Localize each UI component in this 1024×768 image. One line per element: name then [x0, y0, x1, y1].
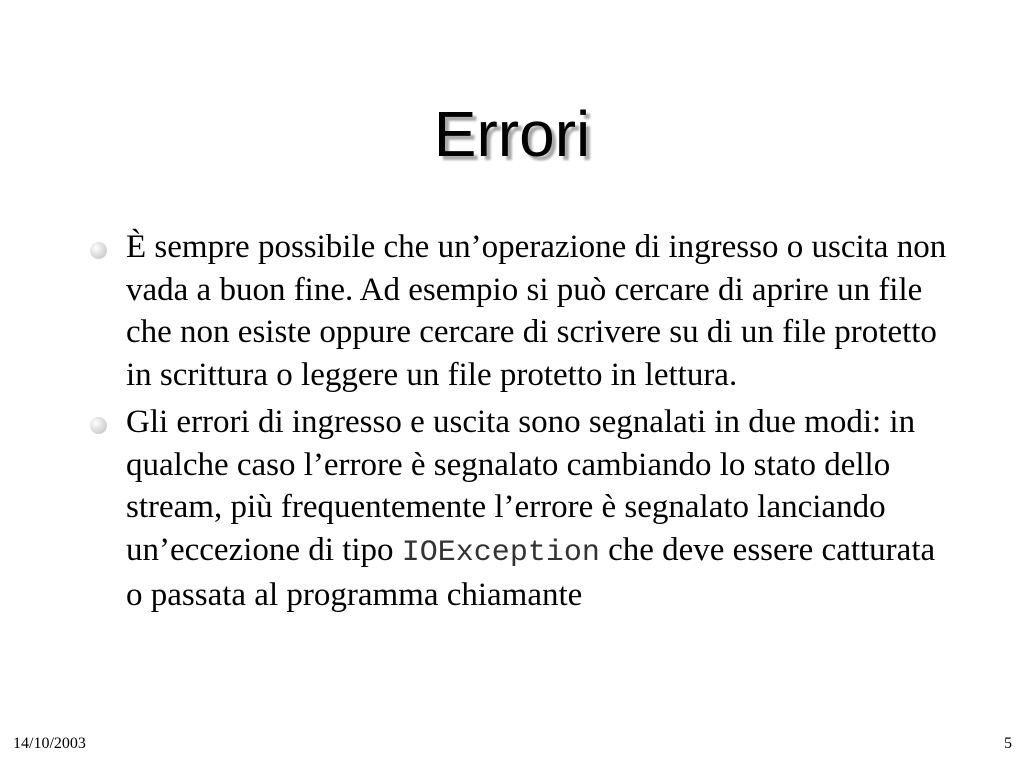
bullet-item-1 — [88, 226, 948, 396]
bullet-text-end: che deve essere catturata o passata al programma chiamante — [126, 531, 936, 613]
page-number: 5 — [1004, 735, 1012, 752]
slide-title: Errori — [433, 98, 591, 170]
footer-date: 14/10/2003 — [13, 735, 86, 752]
bullet-dot-icon — [90, 417, 107, 434]
bullet-item-2 — [88, 401, 948, 617]
bullet-dot-icon — [90, 242, 107, 259]
bullet-text: È sempre possibile che un’operazione di ingresso o uscita non vada a buon fine. Ad esempio si può cercare di aprire un file che non esiste oppure cercare di scrivere su di un file protetto in scrittura o leggere un file protetto in lettura. — [126, 229, 947, 393]
code-term: IOException — [401, 535, 600, 570]
bullet-text-start: Gli errori di ingresso e uscita sono segnalati in due modi: in qualche caso l’errore è segnalato cambiando lo stato dello stream, più frequentemente l’errore è segnalato lanciando un’eccezione di tipo — [126, 404, 916, 568]
bullet-list — [88, 226, 948, 622]
